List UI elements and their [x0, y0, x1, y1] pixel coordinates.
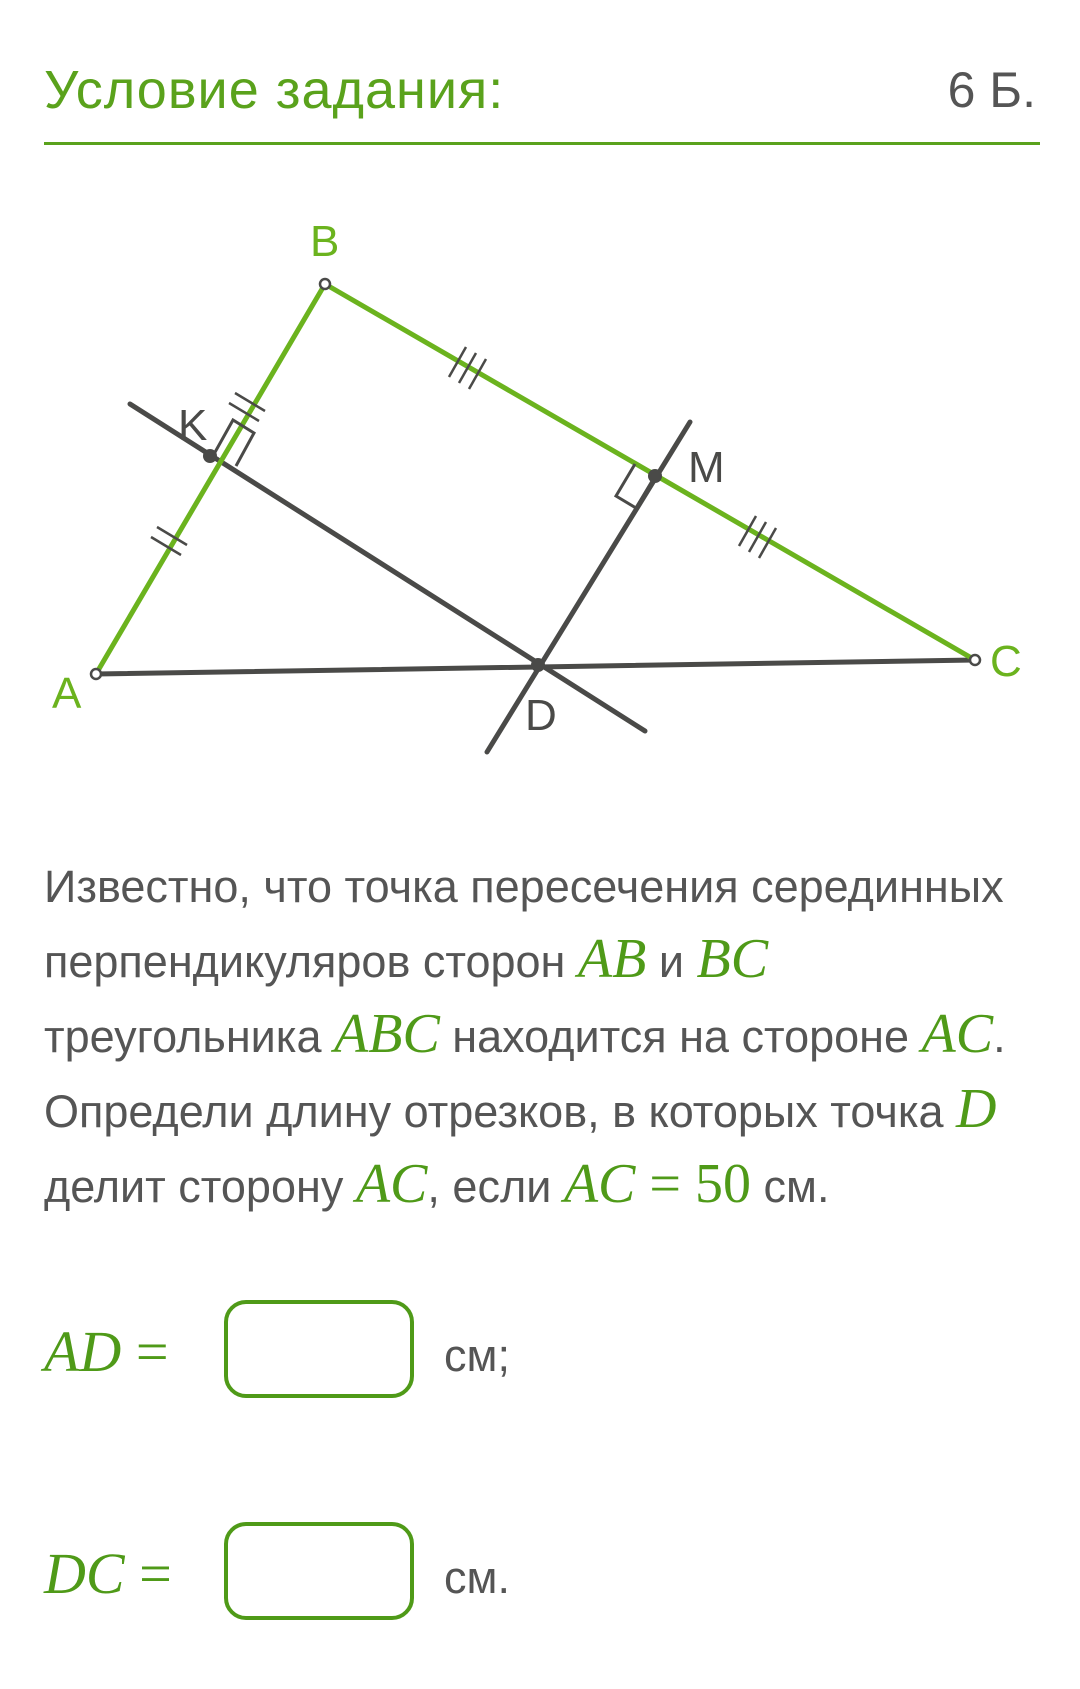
math-bc: BC [696, 928, 769, 990]
side-ab [96, 284, 325, 674]
label-a: A [52, 669, 82, 718]
answer-input-dc[interactable] [224, 1522, 414, 1620]
triangle-figure [0, 200, 1080, 760]
answer-label-ad: AD = [44, 1319, 169, 1384]
label-b: B [310, 217, 340, 266]
problem-statement: Известно, что точка пересечения серединных перпендикуляров сторон AB и BC треугольника ABC находится на стороне AC. Определи длину отрезков, в которых точка D делит сторону AC, если AC = 50 см. [44, 861, 1006, 1215]
math-d: D [956, 1078, 997, 1140]
task-title: Условие задания: [44, 60, 505, 120]
point-b [320, 279, 330, 289]
math-ac-2: AC [355, 1153, 428, 1215]
task-header [44, 55, 1040, 145]
label-d: D [525, 691, 557, 740]
label-c: C [990, 637, 1022, 686]
math-abc: ABC [334, 1003, 440, 1065]
math-ac: AC [921, 1003, 994, 1065]
answer-unit-ad: см; [444, 1330, 510, 1381]
tick-marks-bm [449, 347, 486, 389]
point-d [531, 658, 545, 672]
answer-input-ad[interactable] [224, 1300, 414, 1398]
point-m [648, 469, 662, 483]
label-k: K [178, 401, 208, 450]
answer-label-dc: DC = [44, 1541, 172, 1606]
math-ab: AB [577, 928, 647, 990]
tick-marks-mc [739, 516, 776, 558]
math-equals-50: = 50 [635, 1153, 751, 1215]
label-m: M [688, 443, 725, 492]
math-ac-3: AC [563, 1153, 636, 1215]
task-points: 6 Б. [947, 62, 1036, 118]
point-a [91, 669, 101, 679]
answer-unit-dc: см. [444, 1552, 510, 1603]
point-c [970, 655, 980, 665]
point-k [203, 449, 217, 463]
